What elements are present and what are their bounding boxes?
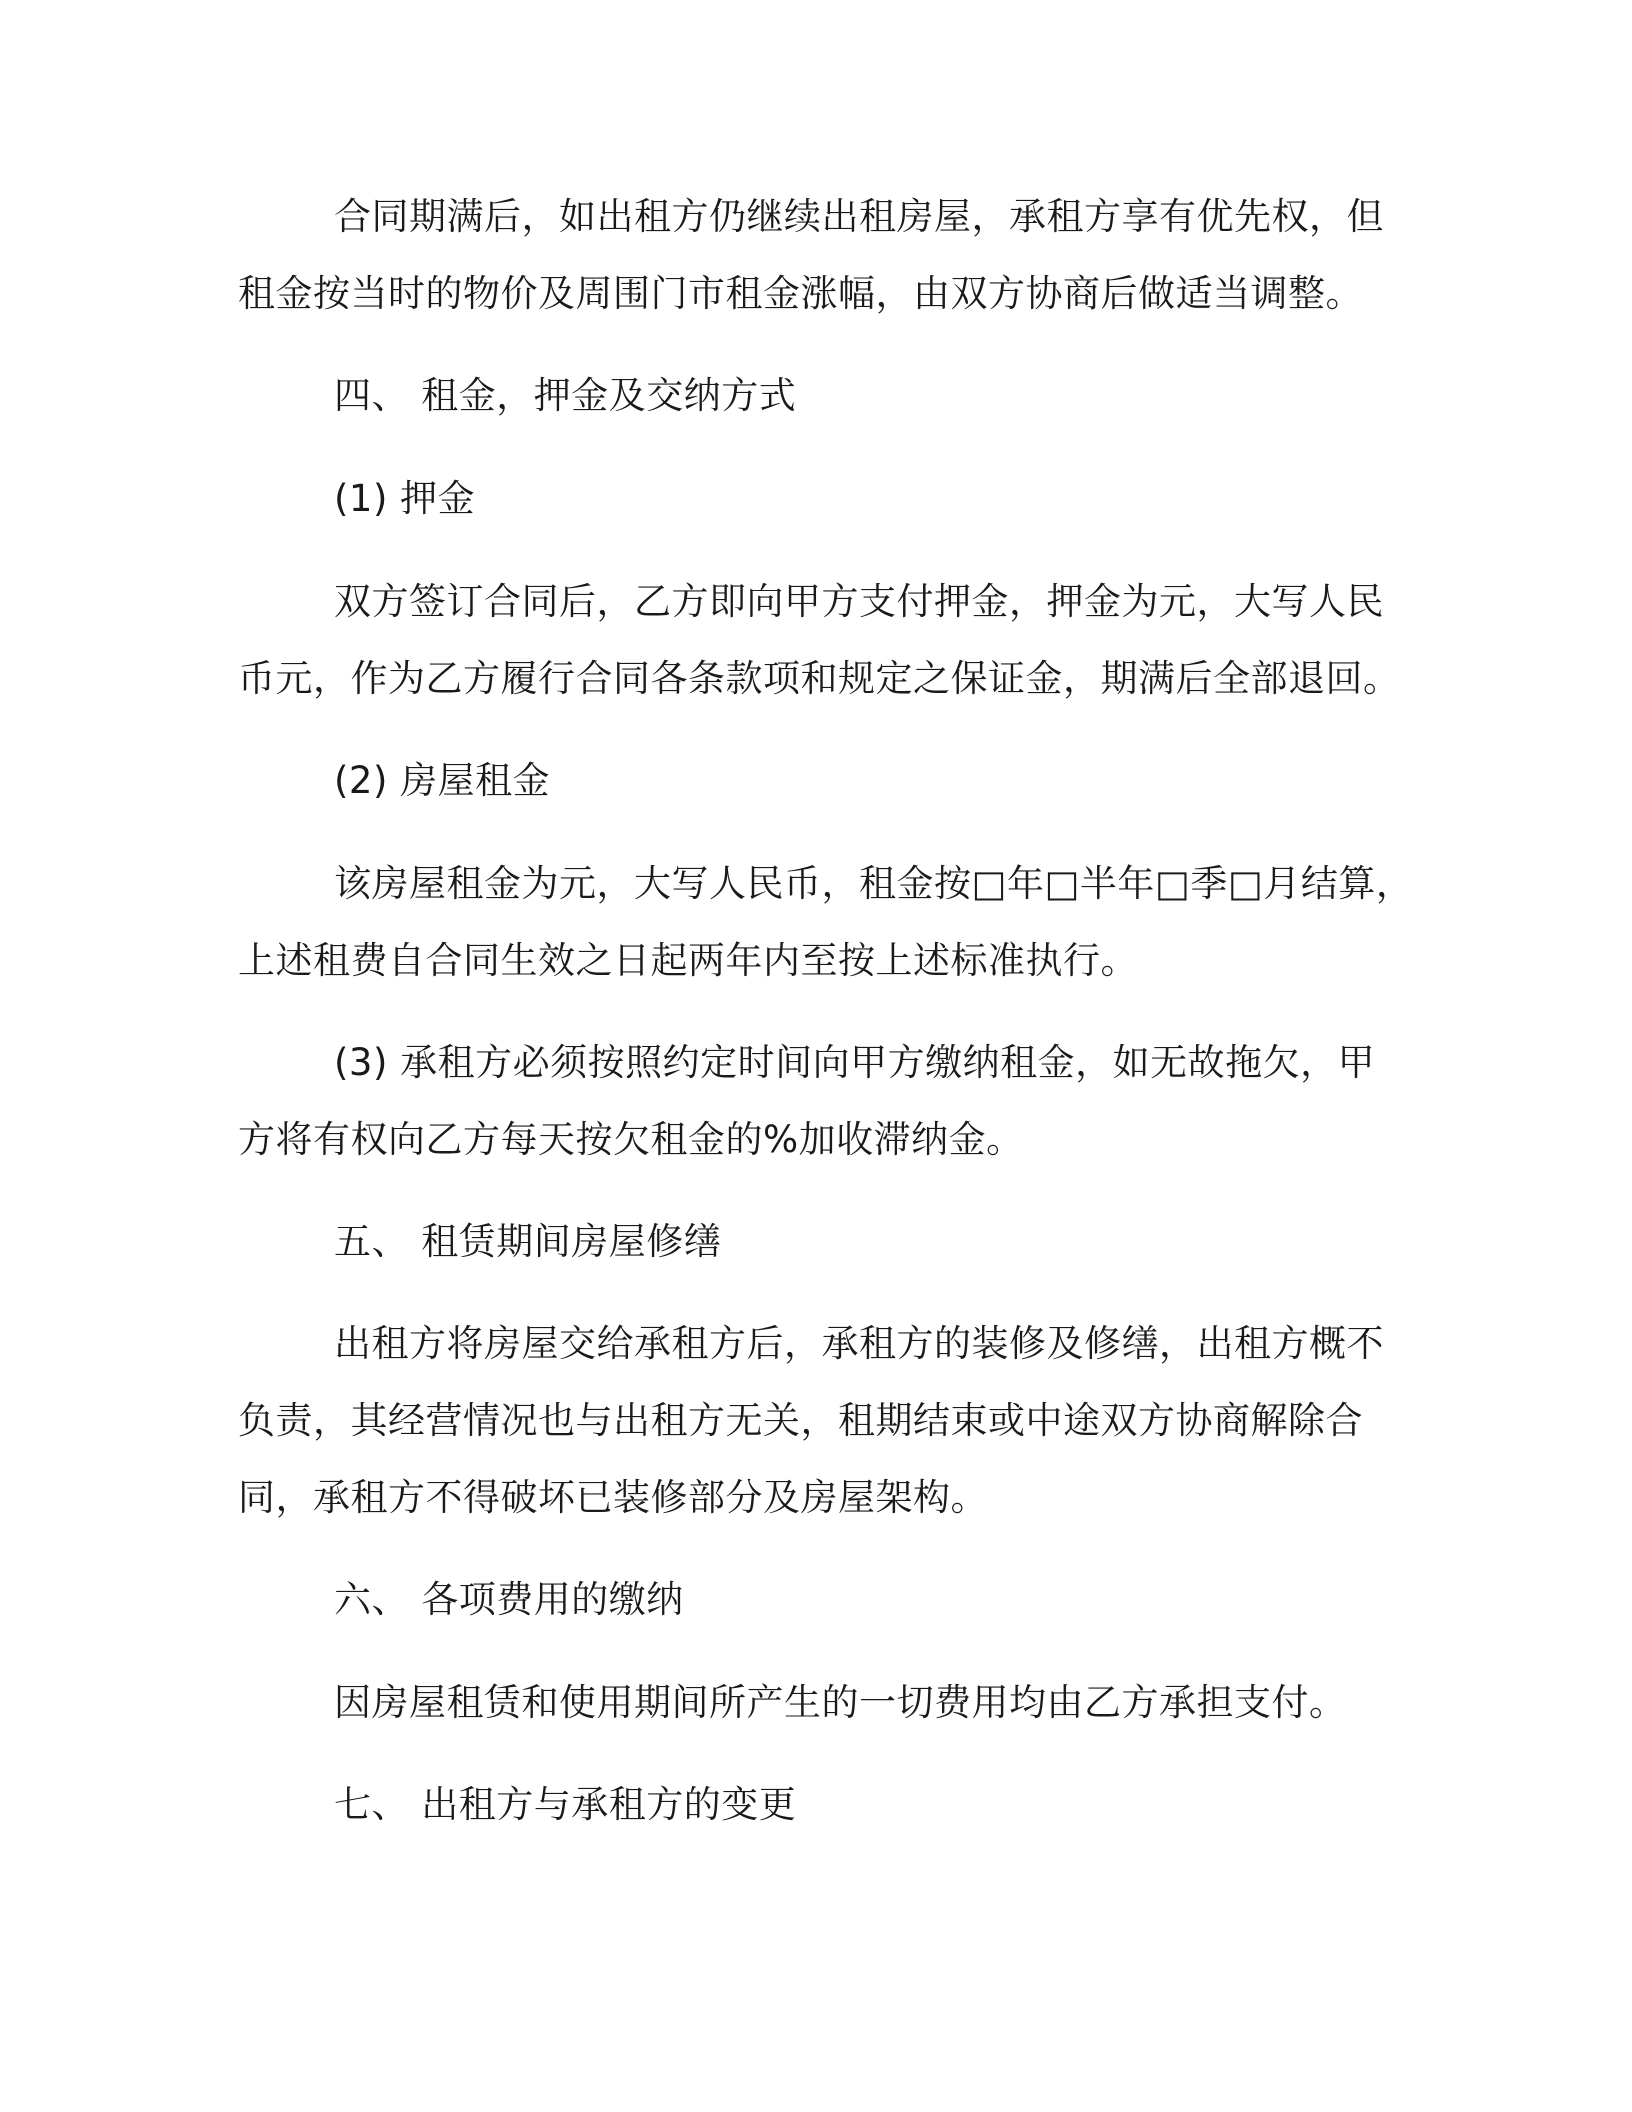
paragraph-line: 负责，其经营情况也与出租方无关，租期结束或中途双方协商解除合 (238, 1399, 1363, 1442)
subsection-heading: (1) 押金 (334, 477, 476, 520)
paragraph-line: 因房屋租赁和使用期间所产生的一切费用均由乙方承担支付。 (334, 1681, 1347, 1724)
paragraph-line: 双方签订合同后，乙方即向甲方支付押金，押金为元，大写人民 (334, 580, 1384, 623)
section-heading: 七、 出租方与承租方的变更 (334, 1783, 797, 1826)
paragraph-line: 币元，作为乙方履行合同各条款项和规定之保证金，期满后全部退回。 (238, 657, 1401, 700)
subsection-heading: (2) 房屋租金 (334, 759, 551, 802)
paragraph-line: 该房屋租金为元，大写人民币，租金按□年□半年□季□月结算， (334, 862, 1414, 905)
paragraph-line: 租金按当时的物价及周围门市租金涨幅，由双方协商后做适当调整。 (238, 272, 1363, 315)
paragraph-line: 出租方将房屋交给承租方后，承租方的装修及修缮，出租方概不 (334, 1322, 1384, 1365)
paragraph-line: (3) 承租方必须按照约定时间向甲方缴纳租金，如无故拖欠，甲 (334, 1041, 1376, 1084)
paragraph-line: 合同期满后，如出租方仍继续出租房屋，承租方享有优先权，但 (334, 195, 1384, 238)
paragraph-line: 上述租费自合同生效之日起两年内至按上述标准执行。 (238, 939, 1138, 982)
paragraph-line: 方将有权向乙方每天按欠租金的%加收滞纳金。 (238, 1118, 1024, 1161)
section-heading: 五、 租赁期间房屋修缮 (334, 1220, 722, 1263)
section-heading: 四、 租金，押金及交纳方式 (334, 374, 797, 417)
section-heading: 六、 各项费用的缴纳 (334, 1578, 684, 1621)
paragraph-line: 同，承租方不得破坏已装修部分及房屋架构。 (238, 1476, 988, 1519)
